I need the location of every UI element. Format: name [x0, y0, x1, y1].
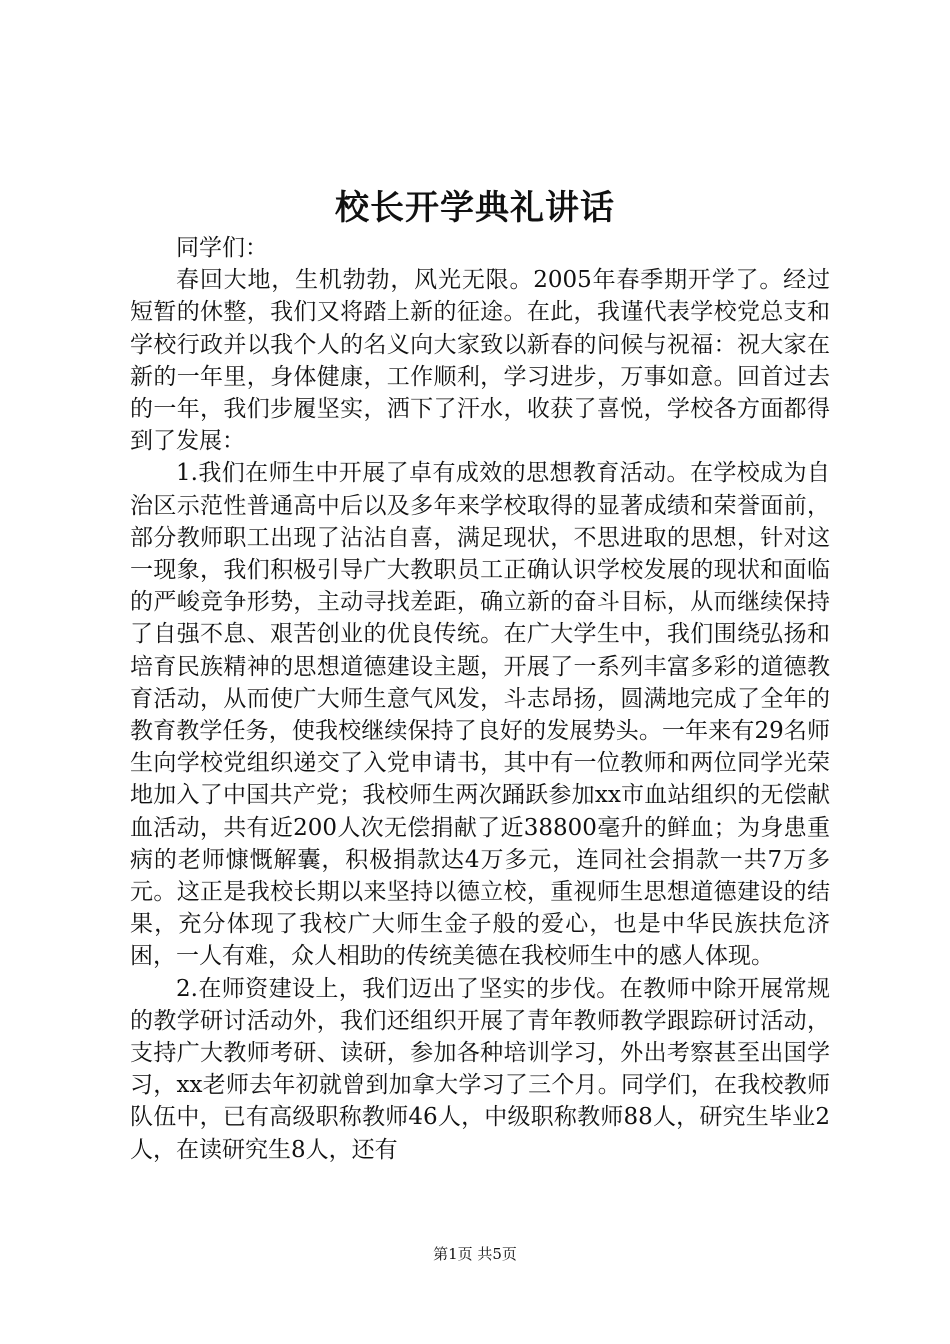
document-title: 校长开学典礼讲话 — [335, 188, 615, 228]
paragraph-item-2: 2.在师资建设上，我们迈出了坚实的步伐。在教师中除开展常规的教学研讨活动外，我们还组织开展了青年教师教学跟踪研讨活动，支持广大教师考研、读研，参加各种培训学习，外出考察甚至出国学习，xx老师去年初就曾到加拿大学习了三个月。同学们，在我校教师队伍中，已有高级职称教师46人，中级职称教师88人，研究生毕业2人，在读研究生8人，还有 — [130, 975, 830, 1163]
paragraph-salutation: 同学们： — [176, 235, 268, 261]
document-body — [130, 232, 830, 1166]
paragraph-item-1: 1.我们在师生中开展了卓有成效的思想教育活动。在学校成为自治区示范性普通高中后以及多年来学校取得的显著成绩和荣誉面前，部分教师职工出现了沾沾自喜，满足现状，不思进取的思想，针对这一现象，我们积极引导广大教职员工正确认识学校发展的现状和面临的严峻竞争形势，主动寻找差距，确立新的奋斗目标，从而继续保持了自强不息、艰苦创业的优良传统。在广大学生中，我们围绕弘扬和培育民族精神的思想道德建设主题，开展了一系列丰富多彩的道德教育活动，从而使广大师生意气风发，斗志昂扬，圆满地完成了全年的教育教学任务，使我校继续保持了良好的发展势头。一年来有29名师生向学校党组织递交了入党申请书，其中有一位教师和两位同学光荣地加入了中国共产党；我校师生两次踊跃参加xx市血站组织的无偿献血活动，共有近200人次无偿捐献了近38800毫升的鲜血；为身患重病的老师慷慨解囊，积极捐款达4万多元，连同社会捐款一共7万多元。这正是我校长期以来坚持以德立校，重视师生思想道德建设的结果，充分体现了我校广大师生金子般的爱心，也是中华民族扶危济困，一人有难，众人相助的传统美德在我校师生中的感人体现。 — [130, 460, 830, 970]
paragraph-opening: 春回大地，生机勃勃，风光无限。2005年春季期开学了。经过短暂的休整，我们又将踏上新的征途。在此，我谨代表学校党总支和学校行政并以我个人的名义向大家致以新春的问候与祝福：祝大家在新的一年里，身体健康，工作顺利，学习进步，万事如意。回首过去的一年，我们步履坚实，洒下了汗水，收获了喜悦，学校各方面都得到了发展： — [130, 267, 830, 455]
page-number-footer: 第1页 共5页 — [433, 1245, 517, 1263]
